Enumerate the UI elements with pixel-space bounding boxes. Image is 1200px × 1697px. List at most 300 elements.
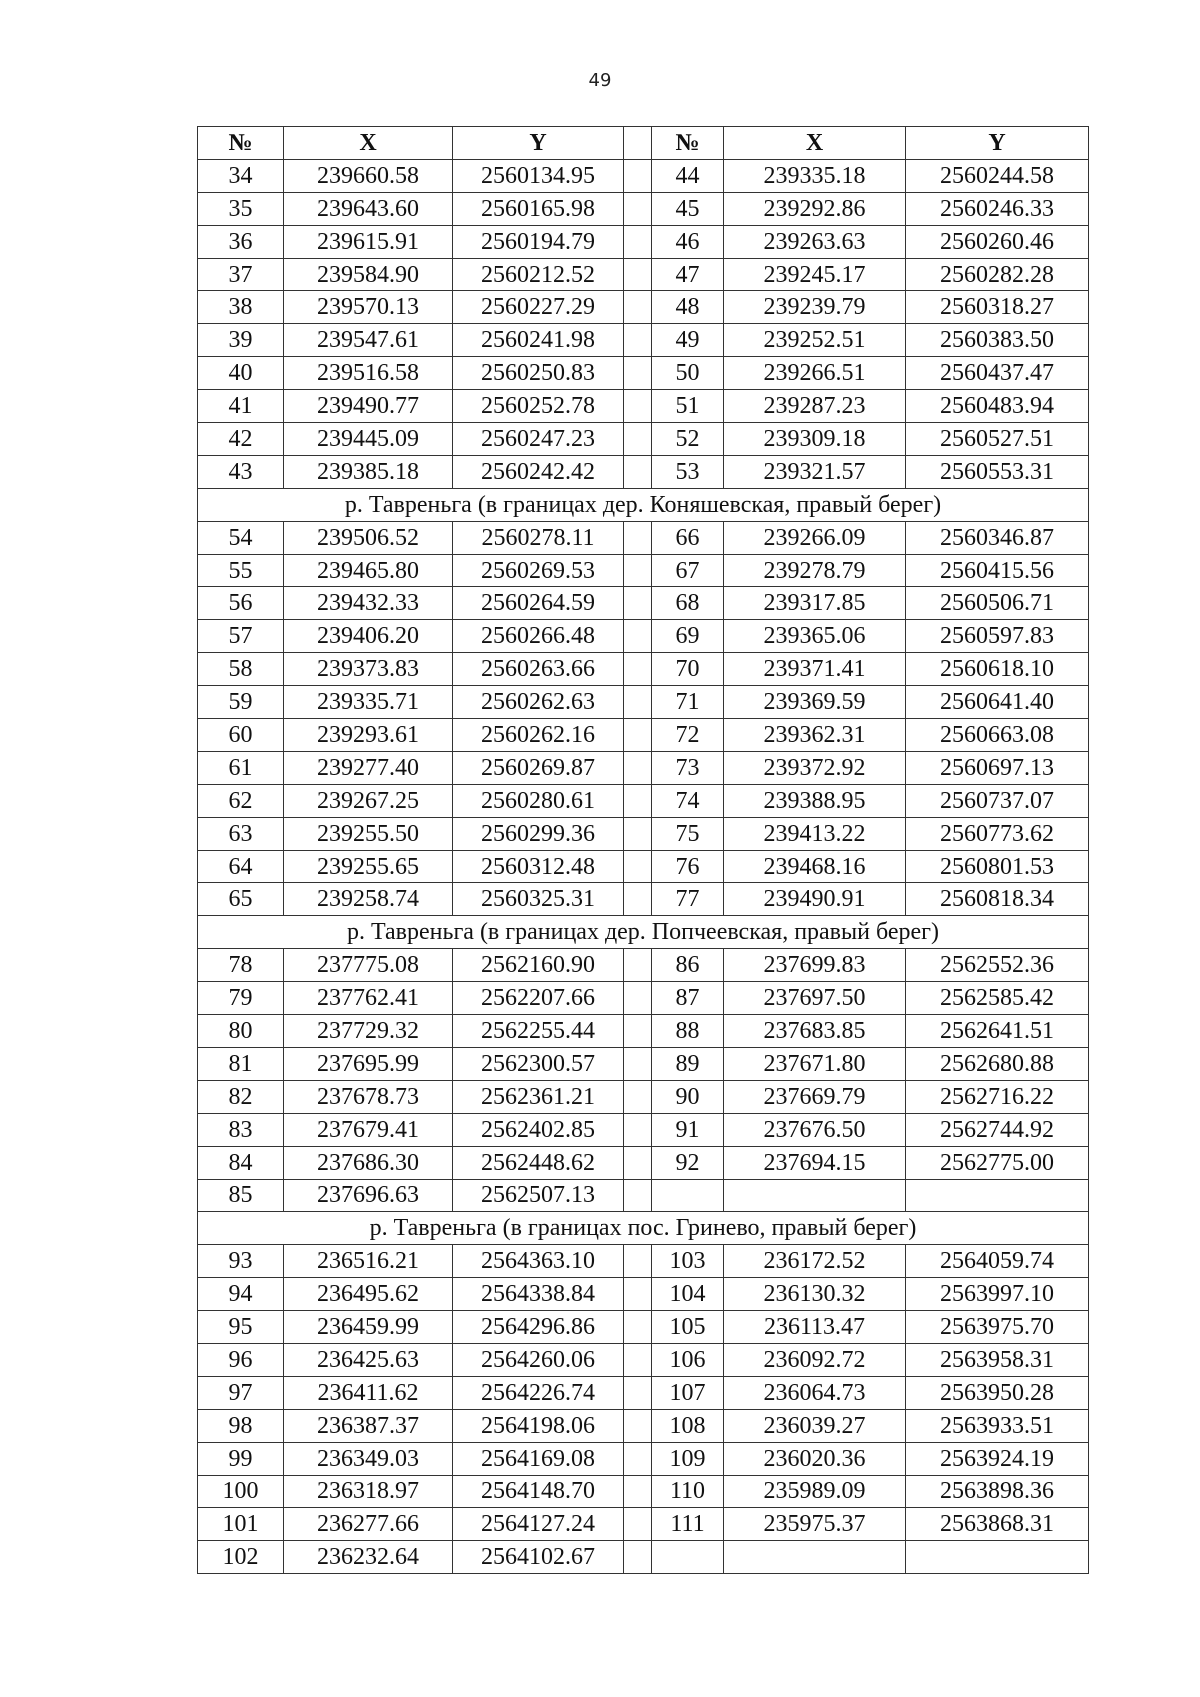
cell-y-right: 2560618.10 xyxy=(906,653,1089,686)
cell-x-right: 239362.31 xyxy=(724,719,906,752)
cell-num-left: 80 xyxy=(198,1015,284,1048)
table-row xyxy=(198,1015,1089,1048)
table-row xyxy=(198,949,1089,982)
cell-x-right: 239263.63 xyxy=(724,225,906,258)
table-header-row xyxy=(198,127,1089,160)
cell-num-left: 54 xyxy=(198,521,284,554)
cell-y-left: 2562160.90 xyxy=(453,949,624,982)
table-row xyxy=(198,653,1089,686)
table-row xyxy=(198,587,1089,620)
cell-x-right: 239388.95 xyxy=(724,784,906,817)
cell-y-right: 2562744.92 xyxy=(906,1113,1089,1146)
cell-x-left: 236349.03 xyxy=(284,1442,453,1475)
cell-num-left: 55 xyxy=(198,554,284,587)
cell-x-right: 237699.83 xyxy=(724,949,906,982)
cell-x-right: 239413.22 xyxy=(724,817,906,850)
cell-gap xyxy=(624,1376,652,1409)
cell-x-left: 239255.50 xyxy=(284,817,453,850)
cell-y-right: 2560260.46 xyxy=(906,225,1089,258)
cell-y-right: 2562775.00 xyxy=(906,1146,1089,1179)
cell-y-right: 2563924.19 xyxy=(906,1442,1089,1475)
table-row xyxy=(198,1343,1089,1376)
cell-y-right: 2560801.53 xyxy=(906,850,1089,883)
cell-x-right: 236064.73 xyxy=(724,1376,906,1409)
cell-gap xyxy=(624,1541,652,1574)
cell-num-right: 47 xyxy=(652,258,724,291)
section-title: р. Тавреньга (в границах дер. Коняшевская, правый берег) xyxy=(198,488,1089,521)
cell-num-right xyxy=(652,1541,724,1574)
cell-num-left: 95 xyxy=(198,1311,284,1344)
cell-y-left: 2560266.48 xyxy=(453,620,624,653)
cell-gap xyxy=(624,423,652,456)
cell-y-left: 2560252.78 xyxy=(453,390,624,423)
table-row xyxy=(198,1442,1089,1475)
cell-y-right: 2560818.34 xyxy=(906,883,1089,916)
page-number: 49 xyxy=(588,70,612,91)
cell-gap xyxy=(624,390,652,423)
cell-x-left: 237695.99 xyxy=(284,1047,453,1080)
cell-num-left: 102 xyxy=(198,1541,284,1574)
table-row xyxy=(198,883,1089,916)
cell-y-right: 2562641.51 xyxy=(906,1015,1089,1048)
cell-num-right: 68 xyxy=(652,587,724,620)
cell-x-right: 239266.09 xyxy=(724,521,906,554)
cell-num-left: 64 xyxy=(198,850,284,883)
table-row xyxy=(198,1245,1089,1278)
cell-num-left: 83 xyxy=(198,1113,284,1146)
table-row xyxy=(198,390,1089,423)
table-row xyxy=(198,784,1089,817)
table-row xyxy=(198,423,1089,456)
header-y-right: Y xyxy=(906,127,1089,160)
cell-gap xyxy=(624,850,652,883)
cell-y-right: 2560641.40 xyxy=(906,686,1089,719)
cell-x-left: 239258.74 xyxy=(284,883,453,916)
cell-x-right: 236039.27 xyxy=(724,1409,906,1442)
table-row xyxy=(198,686,1089,719)
cell-num-left: 43 xyxy=(198,455,284,488)
table-row xyxy=(198,291,1089,324)
cell-num-left: 65 xyxy=(198,883,284,916)
cell-x-right: 239252.51 xyxy=(724,324,906,357)
cell-num-right: 87 xyxy=(652,982,724,1015)
cell-x-left: 236387.37 xyxy=(284,1409,453,1442)
cell-gap xyxy=(624,1179,652,1212)
cell-num-right: 69 xyxy=(652,620,724,653)
cell-y-right: 2560553.31 xyxy=(906,455,1089,488)
cell-num-right: 109 xyxy=(652,1442,724,1475)
cell-num-right: 52 xyxy=(652,423,724,456)
cell-num-left: 81 xyxy=(198,1047,284,1080)
cell-x-right: 239266.51 xyxy=(724,357,906,390)
cell-y-left: 2560134.95 xyxy=(453,159,624,192)
cell-gap xyxy=(624,1278,652,1311)
cell-num-right: 76 xyxy=(652,850,724,883)
cell-x-right: 239468.16 xyxy=(724,850,906,883)
cell-x-left: 239615.91 xyxy=(284,225,453,258)
cell-num-right: 70 xyxy=(652,653,724,686)
cell-y-left: 2564169.08 xyxy=(453,1442,624,1475)
cell-x-left: 236495.62 xyxy=(284,1278,453,1311)
cell-y-left: 2560262.63 xyxy=(453,686,624,719)
cell-y-right: 2560506.71 xyxy=(906,587,1089,620)
cell-num-left: 56 xyxy=(198,587,284,620)
cell-y-right: 2563950.28 xyxy=(906,1376,1089,1409)
cell-num-right: 44 xyxy=(652,159,724,192)
cell-num-left: 94 xyxy=(198,1278,284,1311)
cell-num-left: 82 xyxy=(198,1080,284,1113)
cell-y-left: 2562300.57 xyxy=(453,1047,624,1080)
cell-num-left: 58 xyxy=(198,653,284,686)
cell-x-left: 239490.77 xyxy=(284,390,453,423)
cell-num-left: 97 xyxy=(198,1376,284,1409)
cell-x-left: 237686.30 xyxy=(284,1146,453,1179)
cell-gap xyxy=(624,1047,652,1080)
cell-x-right: 239245.17 xyxy=(724,258,906,291)
cell-gap xyxy=(624,357,652,390)
table-row xyxy=(198,324,1089,357)
section-title-row xyxy=(198,916,1089,949)
header-num-right: № xyxy=(652,127,724,160)
table-row xyxy=(198,1541,1089,1574)
cell-gap xyxy=(624,455,652,488)
cell-y-left: 2560194.79 xyxy=(453,225,624,258)
cell-num-left: 34 xyxy=(198,159,284,192)
cell-num-left: 37 xyxy=(198,258,284,291)
cell-x-right: 237694.15 xyxy=(724,1146,906,1179)
cell-x-right: 239317.85 xyxy=(724,587,906,620)
cell-x-right: 239239.79 xyxy=(724,291,906,324)
cell-y-right: 2563958.31 xyxy=(906,1343,1089,1376)
cell-gap xyxy=(624,653,652,686)
cell-num-right: 108 xyxy=(652,1409,724,1442)
header-x-right: X xyxy=(724,127,906,160)
cell-x-right: 235989.09 xyxy=(724,1475,906,1508)
table-row xyxy=(198,1475,1089,1508)
cell-num-left: 63 xyxy=(198,817,284,850)
cell-gap xyxy=(624,587,652,620)
cell-x-right: 237671.80 xyxy=(724,1047,906,1080)
section-title: р. Тавреньга (в границах пос. Гринево, правый берег) xyxy=(198,1212,1089,1245)
cell-x-left: 236411.62 xyxy=(284,1376,453,1409)
cell-num-right: 51 xyxy=(652,390,724,423)
cell-x-left: 239643.60 xyxy=(284,192,453,225)
cell-num-right: 106 xyxy=(652,1343,724,1376)
cell-x-right: 239372.92 xyxy=(724,751,906,784)
cell-num-right: 72 xyxy=(652,719,724,752)
cell-x-left: 236277.66 xyxy=(284,1508,453,1541)
table-row xyxy=(198,357,1089,390)
cell-x-left: 239277.40 xyxy=(284,751,453,784)
cell-y-left: 2560269.87 xyxy=(453,751,624,784)
cell-num-left: 99 xyxy=(198,1442,284,1475)
cell-y-left: 2562361.21 xyxy=(453,1080,624,1113)
cell-y-left: 2564148.70 xyxy=(453,1475,624,1508)
cell-x-left: 239293.61 xyxy=(284,719,453,752)
cell-y-left: 2560278.11 xyxy=(453,521,624,554)
cell-x-right: 237683.85 xyxy=(724,1015,906,1048)
cell-num-right: 46 xyxy=(652,225,724,258)
cell-x-left: 237678.73 xyxy=(284,1080,453,1113)
cell-num-left: 85 xyxy=(198,1179,284,1212)
table-row xyxy=(198,455,1089,488)
cell-y-right: 2560318.27 xyxy=(906,291,1089,324)
cell-num-right: 73 xyxy=(652,751,724,784)
cell-y-left: 2562507.13 xyxy=(453,1179,624,1212)
cell-x-right: 239321.57 xyxy=(724,455,906,488)
cell-num-left: 96 xyxy=(198,1343,284,1376)
cell-x-left: 239547.61 xyxy=(284,324,453,357)
cell-num-right: 49 xyxy=(652,324,724,357)
cell-num-left: 78 xyxy=(198,949,284,982)
cell-y-left: 2560242.42 xyxy=(453,455,624,488)
cell-gap xyxy=(624,159,652,192)
cell-gap xyxy=(624,324,652,357)
cell-num-right: 110 xyxy=(652,1475,724,1508)
cell-y-left: 2564127.24 xyxy=(453,1508,624,1541)
cell-y-right xyxy=(906,1541,1089,1574)
cell-y-left: 2564363.10 xyxy=(453,1245,624,1278)
cell-x-right: 239369.59 xyxy=(724,686,906,719)
cell-num-right: 86 xyxy=(652,949,724,982)
cell-gap xyxy=(624,1409,652,1442)
table-row xyxy=(198,1047,1089,1080)
cell-gap xyxy=(624,554,652,587)
table-row xyxy=(198,554,1089,587)
table-row xyxy=(198,982,1089,1015)
cell-num-left: 42 xyxy=(198,423,284,456)
cell-y-left: 2564260.06 xyxy=(453,1343,624,1376)
cell-x-right: 239365.06 xyxy=(724,620,906,653)
cell-y-right: 2560346.87 xyxy=(906,521,1089,554)
cell-y-left: 2560269.53 xyxy=(453,554,624,587)
header-y-left: Y xyxy=(453,127,624,160)
cell-num-right: 71 xyxy=(652,686,724,719)
cell-num-left: 38 xyxy=(198,291,284,324)
cell-x-left: 239432.33 xyxy=(284,587,453,620)
cell-num-left: 61 xyxy=(198,751,284,784)
cell-num-right: 74 xyxy=(652,784,724,817)
cell-y-right: 2560697.13 xyxy=(906,751,1089,784)
cell-y-right: 2560663.08 xyxy=(906,719,1089,752)
cell-y-right: 2560282.28 xyxy=(906,258,1089,291)
cell-x-left: 237679.41 xyxy=(284,1113,453,1146)
cell-x-right: 236092.72 xyxy=(724,1343,906,1376)
cell-x-right: 239335.18 xyxy=(724,159,906,192)
cell-gap xyxy=(624,1245,652,1278)
cell-num-left: 40 xyxy=(198,357,284,390)
cell-gap xyxy=(624,982,652,1015)
table-row xyxy=(198,159,1089,192)
cell-x-left: 236459.99 xyxy=(284,1311,453,1344)
table-row xyxy=(198,1376,1089,1409)
cell-x-left: 239516.58 xyxy=(284,357,453,390)
cell-num-left: 60 xyxy=(198,719,284,752)
cell-x-left: 236318.97 xyxy=(284,1475,453,1508)
table-row xyxy=(198,751,1089,784)
cell-x-left: 239267.25 xyxy=(284,784,453,817)
cell-y-left: 2560280.61 xyxy=(453,784,624,817)
cell-y-right: 2563997.10 xyxy=(906,1278,1089,1311)
cell-gap xyxy=(624,620,652,653)
cell-gap xyxy=(624,1508,652,1541)
cell-x-left: 237729.32 xyxy=(284,1015,453,1048)
table-row xyxy=(198,1311,1089,1344)
cell-gap xyxy=(624,258,652,291)
cell-x-left: 237696.63 xyxy=(284,1179,453,1212)
cell-gap xyxy=(624,1311,652,1344)
cell-num-left: 93 xyxy=(198,1245,284,1278)
cell-num-left: 39 xyxy=(198,324,284,357)
cell-num-right: 88 xyxy=(652,1015,724,1048)
table-row xyxy=(198,620,1089,653)
cell-gap xyxy=(624,784,652,817)
cell-num-right: 67 xyxy=(652,554,724,587)
cell-gap xyxy=(624,817,652,850)
cell-y-left: 2564102.67 xyxy=(453,1541,624,1574)
cell-x-right: 239371.41 xyxy=(724,653,906,686)
cell-gap xyxy=(624,686,652,719)
cell-y-right: 2563868.31 xyxy=(906,1508,1089,1541)
cell-num-right: 50 xyxy=(652,357,724,390)
cell-y-left: 2560263.66 xyxy=(453,653,624,686)
cell-y-left: 2560264.59 xyxy=(453,587,624,620)
cell-y-right: 2564059.74 xyxy=(906,1245,1089,1278)
cell-x-left: 239445.09 xyxy=(284,423,453,456)
cell-num-right: 104 xyxy=(652,1278,724,1311)
cell-x-right: 236172.52 xyxy=(724,1245,906,1278)
cell-y-right: 2563975.70 xyxy=(906,1311,1089,1344)
header-num-left: № xyxy=(198,127,284,160)
cell-num-right: 66 xyxy=(652,521,724,554)
cell-y-right: 2560415.56 xyxy=(906,554,1089,587)
cell-y-right: 2560597.83 xyxy=(906,620,1089,653)
cell-x-left: 239506.52 xyxy=(284,521,453,554)
cell-num-right: 53 xyxy=(652,455,724,488)
table-row xyxy=(198,521,1089,554)
cell-x-right: 235975.37 xyxy=(724,1508,906,1541)
cell-num-right: 92 xyxy=(652,1146,724,1179)
cell-y-left: 2560299.36 xyxy=(453,817,624,850)
cell-y-right: 2560437.47 xyxy=(906,357,1089,390)
cell-x-left: 236232.64 xyxy=(284,1541,453,1574)
header-x-left: X xyxy=(284,127,453,160)
cell-x-left: 239406.20 xyxy=(284,620,453,653)
cell-y-left: 2560241.98 xyxy=(453,324,624,357)
cell-num-right: 111 xyxy=(652,1508,724,1541)
cell-x-left: 239255.65 xyxy=(284,850,453,883)
cell-x-left: 239584.90 xyxy=(284,258,453,291)
cell-gap xyxy=(624,1015,652,1048)
cell-y-right: 2560527.51 xyxy=(906,423,1089,456)
cell-y-left: 2560247.23 xyxy=(453,423,624,456)
cell-x-left: 239660.58 xyxy=(284,159,453,192)
cell-y-left: 2562448.62 xyxy=(453,1146,624,1179)
cell-gap xyxy=(624,192,652,225)
cell-y-right: 2562680.88 xyxy=(906,1047,1089,1080)
cell-x-right: 236130.32 xyxy=(724,1278,906,1311)
cell-y-right: 2560246.33 xyxy=(906,192,1089,225)
cell-gap xyxy=(624,949,652,982)
cell-num-right: 90 xyxy=(652,1080,724,1113)
table-row xyxy=(198,1508,1089,1541)
cell-gap xyxy=(624,521,652,554)
cell-y-right: 2560483.94 xyxy=(906,390,1089,423)
cell-num-left: 57 xyxy=(198,620,284,653)
cell-y-right: 2560773.62 xyxy=(906,817,1089,850)
cell-y-left: 2560312.48 xyxy=(453,850,624,883)
cell-num-right: 45 xyxy=(652,192,724,225)
cell-num-right: 105 xyxy=(652,1311,724,1344)
cell-num-left: 101 xyxy=(198,1508,284,1541)
cell-x-right: 236020.36 xyxy=(724,1442,906,1475)
table-row xyxy=(198,850,1089,883)
cell-gap xyxy=(624,719,652,752)
cell-y-left: 2562207.66 xyxy=(453,982,624,1015)
table-row xyxy=(198,258,1089,291)
cell-num-right: 89 xyxy=(652,1047,724,1080)
cell-num-left: 98 xyxy=(198,1409,284,1442)
cell-y-left: 2560227.29 xyxy=(453,291,624,324)
cell-y-right: 2563898.36 xyxy=(906,1475,1089,1508)
cell-x-right: 237669.79 xyxy=(724,1080,906,1113)
cell-y-left: 2560212.52 xyxy=(453,258,624,291)
cell-num-left: 79 xyxy=(198,982,284,1015)
cell-y-left: 2560250.83 xyxy=(453,357,624,390)
cell-y-left: 2564296.86 xyxy=(453,1311,624,1344)
cell-y-left: 2562402.85 xyxy=(453,1113,624,1146)
cell-y-left: 2560165.98 xyxy=(453,192,624,225)
cell-x-right: 236113.47 xyxy=(724,1311,906,1344)
cell-gap xyxy=(624,751,652,784)
cell-x-left: 237762.41 xyxy=(284,982,453,1015)
cell-num-right: 91 xyxy=(652,1113,724,1146)
cell-num-left: 36 xyxy=(198,225,284,258)
cell-num-right xyxy=(652,1179,724,1212)
cell-x-right: 237676.50 xyxy=(724,1113,906,1146)
cell-y-right: 2560244.58 xyxy=(906,159,1089,192)
section-title-row xyxy=(198,1212,1089,1245)
cell-x-right: 239309.18 xyxy=(724,423,906,456)
cell-y-left: 2564338.84 xyxy=(453,1278,624,1311)
cell-x-right xyxy=(724,1179,906,1212)
section-title-row xyxy=(198,488,1089,521)
cell-gap xyxy=(624,1442,652,1475)
cell-gap xyxy=(624,1343,652,1376)
table-row xyxy=(198,1409,1089,1442)
cell-x-left: 237775.08 xyxy=(284,949,453,982)
header-gap xyxy=(624,127,652,160)
cell-y-right: 2562552.36 xyxy=(906,949,1089,982)
table-row xyxy=(198,1146,1089,1179)
cell-gap xyxy=(624,883,652,916)
table-row xyxy=(198,192,1089,225)
cell-gap xyxy=(624,1080,652,1113)
table-row xyxy=(198,719,1089,752)
coordinates-table xyxy=(197,126,1089,1574)
table-row xyxy=(198,1080,1089,1113)
cell-num-right: 75 xyxy=(652,817,724,850)
cell-x-right: 239278.79 xyxy=(724,554,906,587)
cell-x-left: 239385.18 xyxy=(284,455,453,488)
cell-gap xyxy=(624,1113,652,1146)
cell-gap xyxy=(624,1146,652,1179)
cell-y-right: 2563933.51 xyxy=(906,1409,1089,1442)
table-row xyxy=(198,1179,1089,1212)
cell-x-right: 237697.50 xyxy=(724,982,906,1015)
cell-gap xyxy=(624,291,652,324)
cell-y-left: 2560262.16 xyxy=(453,719,624,752)
